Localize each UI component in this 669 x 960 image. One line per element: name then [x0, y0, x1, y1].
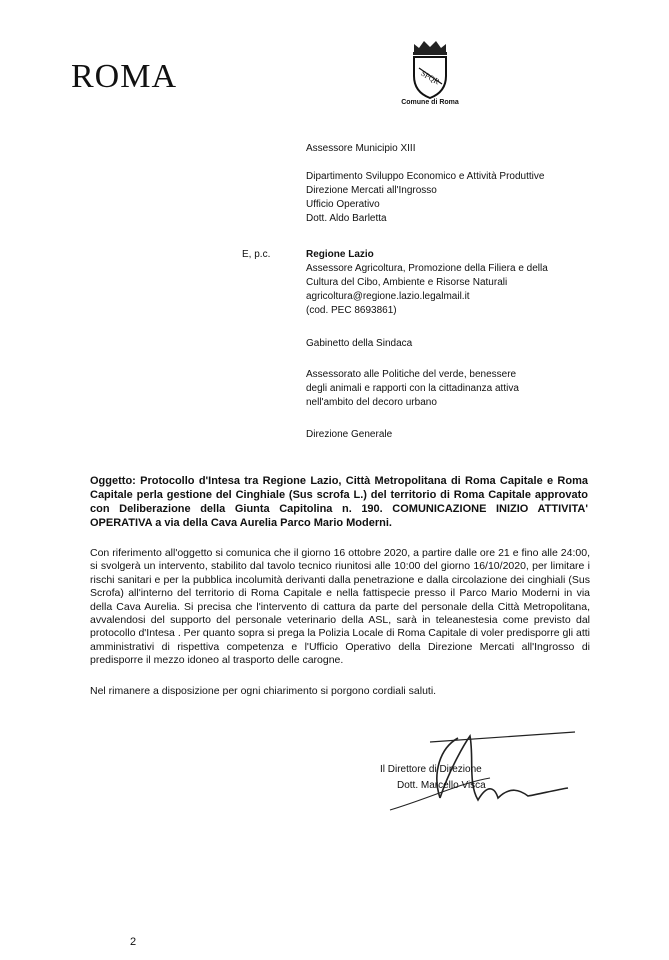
recipient-dipartimento: [306, 170, 544, 226]
emblem-spqr-text: SPQR: [419, 68, 442, 87]
signature-role: Il Direttore di Direzione: [380, 764, 482, 775]
cc-line: (cod. PEC 8693861): [306, 305, 397, 316]
rome-coat-of-arms-icon: [406, 38, 454, 100]
recipient-line: Assessore Municipio XIII: [306, 143, 416, 154]
body-paragraph: Con riferimento all'oggetto si comunica che il giorno 16 ottobre 2020, a partire dalle ore 21 e fino alle 24:00, si svolgerà un intervento, stabilito dal tavolo tecnico riunitosi alle 10:00 del giorno 16/10/2020, per limitare i rischi sanitari e per la pubblica incolumità derivanti dalla penetrazione e dalla circolazione dei cinghiali (Sus Scrofa) all'interno del territorio di Roma Capitale e nella fattispecie presso il Parco Mario Moderni in via della Cava Aurelia. Si precisa che l'intervento di cattura da parte del personale della Città Metropolitana, avvalendosi del supporto del personale veterinario della ASL, sarà in teleanestesia come previsto dal protocollo d'Intesa . Per quanto sopra si prega la Polizia Locale di Roma Capitale di voler predisporre gli atti amministrativi di rispettiva competenza e l'Ufficio Operativo della Direzione Mercati all'Ingrosso di predisporre il mezzo idoneo al trasporto delle carogne.: [90, 547, 590, 667]
signature-name: Dott. Marcello Visca: [397, 780, 486, 791]
cc-line: Assessore Agricoltura, Promozione della Filiera e della: [306, 263, 548, 274]
cc-label: E, p.c.: [242, 249, 271, 260]
recipient-line: Ufficio Operativo: [306, 199, 380, 210]
cc-line: Regione Lazio: [306, 249, 374, 260]
recipient-assessore: [306, 142, 416, 156]
cc-direzione-generale: Direzione Generale: [306, 429, 393, 440]
cc-email: agricoltura@regione.lazio.legalmail.it: [306, 291, 470, 302]
subject-paragraph: Oggetto: Protocollo d'Intesa tra Regione Lazio, Città Metropolitana di Roma Capitale e Roma Capitale perla gestione del Cinghiale (Sus scrofa L.) del territorio di Roma Capitale approvato con Deliberazione della Giunta Capitolina n. 190. COMUNICAZIONE INIZIO ATTIVITA' OPERATIVA a via della Cava Aurelia Parco Mario Moderni.: [90, 475, 588, 529]
cc-assessorato-verde: [306, 368, 519, 410]
closing-line: Nel rimanere a disposizione per ogni chiarimento si porgono cordiali saluti.: [90, 685, 437, 697]
recipient-line: Direzione Mercati all'Ingrosso: [306, 185, 437, 196]
page-number: 2: [130, 936, 137, 948]
cc-line: nell'ambito del decoro urbano: [306, 397, 437, 408]
emblem-caption: Comune di Roma: [401, 99, 459, 106]
cc-line: Cultura del Cibo, Ambiente e Risorse Naturali: [306, 277, 508, 288]
cc-regione-lazio: [306, 248, 548, 318]
cc-line: Assessorato alle Politiche del verde, benessere: [306, 369, 517, 380]
recipient-line: Dott. Aldo Barletta: [306, 213, 387, 224]
cc-gabinetto: Gabinetto della Sindaca: [306, 338, 413, 349]
brand-title: ROMA: [71, 58, 178, 95]
recipient-line: Dipartimento Sviluppo Economico e Attività Produttive: [306, 171, 545, 182]
cc-line: degli animali e rapporti con la cittadinanza attiva: [306, 383, 519, 394]
